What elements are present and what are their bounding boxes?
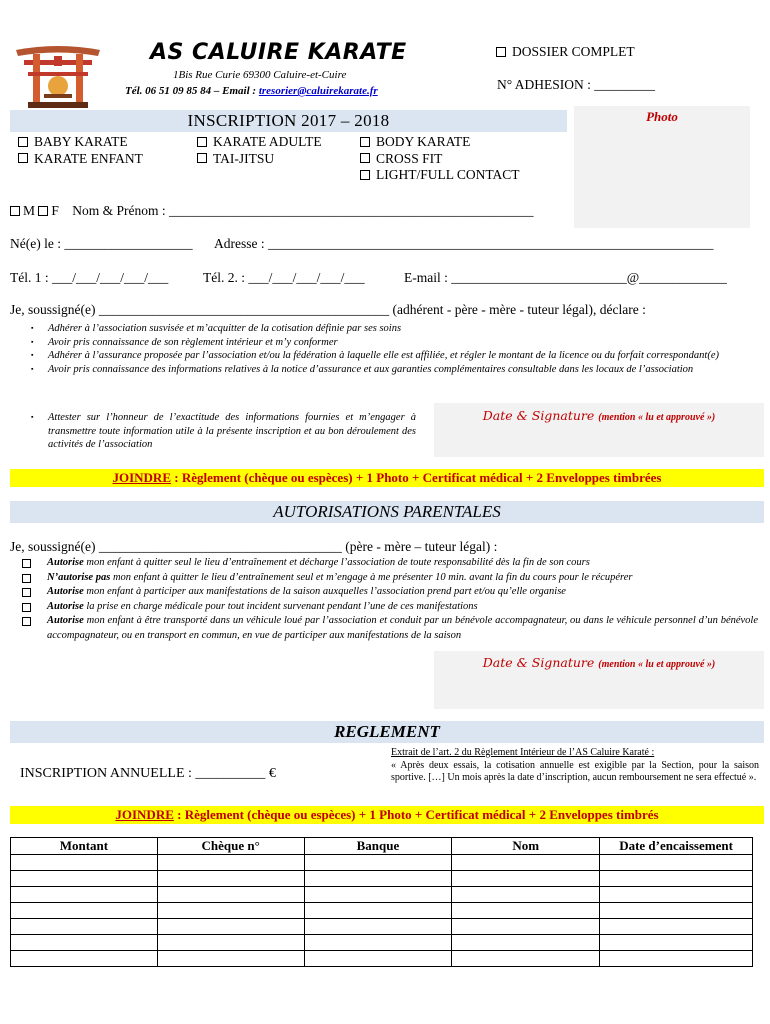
signature-heading: [434, 407, 764, 425]
gender-f-label: F: [51, 203, 59, 218]
date-signature-note: (mention « lu et approuvé »): [598, 412, 716, 423]
activity-label: CROSS FIT: [376, 150, 443, 166]
signature-heading: [434, 654, 764, 672]
autorisation-text: mon enfant à participer aux manifestations de la saison auxquelles l’association prend part et/ou qu’elle organise: [83, 586, 566, 597]
date-signature-label: Date & Signature: [482, 408, 595, 423]
identity-name-row: [10, 203, 534, 219]
autorisation-item[interactable]: [10, 585, 758, 600]
activities-col-1: [18, 134, 143, 167]
table-cell[interactable]: [600, 871, 753, 887]
table-row: [11, 903, 753, 919]
table-cell[interactable]: [304, 935, 452, 951]
autorisation-item[interactable]: [10, 556, 758, 571]
activity-label: BODY KARATE: [376, 134, 471, 149]
table-cell[interactable]: [600, 855, 753, 871]
table-cell[interactable]: [11, 951, 158, 967]
table-cell[interactable]: [304, 951, 452, 967]
activity-baby-karate[interactable]: [18, 134, 143, 151]
torii-gate-icon: [14, 42, 102, 110]
autorisations-title-band: [10, 501, 764, 523]
inscription-annuelle-field[interactable]: INSCRIPTION ANNUELLE : __________ €: [20, 766, 276, 781]
table-cell[interactable]: [157, 935, 304, 951]
signature-box-1[interactable]: [434, 403, 764, 457]
signature-box-2[interactable]: [434, 651, 764, 709]
autorisation-keyword: Autorise: [47, 600, 84, 612]
activity-label: LIGHT/FULL CONTACT: [376, 167, 520, 182]
joindre-band-2: [10, 806, 764, 824]
autorisation-item[interactable]: [10, 600, 758, 615]
declaration-item: ▪ Attester sur l’honneur de l’exactitude des informations fournies et m’engager à transmettre toute information utile à la présente inscription et au bon déroulement des activités de l’association: [28, 411, 416, 452]
autorisation-checkbox[interactable]: [22, 603, 31, 612]
autorisation-item[interactable]: [10, 614, 758, 643]
club-name: AS CALUIRE KARATE: [150, 40, 407, 65]
autorisation-text: mon enfant à être transporté dans un véhicule loué par l’association et conduit par un bénévole accompagnateur, ou dans le véhicule personnel d’un bénévole accompagnateur, ou en transport en commun, en vue de participer aux manifestations de la saison: [47, 615, 758, 641]
table-cell[interactable]: [157, 903, 304, 919]
table-cell[interactable]: [304, 855, 452, 871]
table-cell[interactable]: [452, 935, 600, 951]
table-row: [11, 919, 753, 935]
activity-tai-jitsu[interactable]: [197, 151, 322, 168]
table-cell[interactable]: [11, 855, 158, 871]
club-email-link[interactable]: tresorier@caluirekarate.fr: [258, 85, 378, 97]
declaration-item: ▪ Avoir pris connaissance des informations relatives à la notice d’assurance et aux garanties complémentaires consultable dans les locaux de l’association: [28, 363, 758, 377]
club-contact: [125, 85, 378, 97]
autorisation-text: la prise en charge médicale pour tout incident survenant pendant l’une de ces manifestations: [83, 600, 478, 612]
photo-label: Photo: [646, 109, 678, 124]
gender-m-label: M: [23, 203, 36, 218]
autorisation-checkbox[interactable]: [22, 574, 31, 583]
checkbox[interactable]: [18, 153, 28, 163]
table-row: [11, 855, 753, 871]
reglement-extract: [391, 747, 759, 785]
gender-m-checkbox[interactable]: [10, 206, 20, 216]
table-cell[interactable]: [600, 903, 753, 919]
column-header: Chèque n°: [157, 838, 304, 855]
table-cell[interactable]: [11, 919, 158, 935]
table-cell[interactable]: [11, 871, 158, 887]
table-cell[interactable]: [157, 919, 304, 935]
checkbox[interactable]: [197, 137, 207, 147]
autorisation-keyword: Autorise: [47, 586, 84, 597]
reglement-title-band: [10, 721, 764, 743]
table-cell[interactable]: [304, 871, 452, 887]
joindre-text-2: [10, 806, 764, 824]
table-cell[interactable]: [304, 919, 452, 935]
joindre-label: JOINDRE: [112, 470, 171, 485]
table-cell[interactable]: [452, 951, 600, 967]
autorisation-item[interactable]: [10, 571, 758, 586]
extract-text: « Après deux essais, la cotisation annuelle est exigible par la Section, pour la saison sportive. […] Un mois après la date d’inscription, aucun remboursement ne sera effectué ».: [391, 759, 759, 783]
table-row: [11, 935, 753, 951]
tel1-field[interactable]: Tél. 1 : ___/___/___/___/___: [10, 270, 169, 285]
autorisation-text: mon enfant à quitter seul le lieu d’entraînement et décharge l’association de toute responsabilité dès la fin de son cours: [83, 557, 590, 568]
table-cell[interactable]: [157, 887, 304, 903]
declaration-item: ▪ Avoir pris connaissance de son règlement intérieur et m’y conformer: [28, 336, 758, 350]
activities-col-2: [197, 134, 322, 167]
joindre-band-1: [10, 469, 764, 487]
payment-table: [10, 837, 753, 967]
autorisation-text: mon enfant à quitter le lieu d’entraînement seul et m’engage à me présenter 10 min. avant la fin du cours pour le récupérer: [110, 571, 633, 583]
payment-table-header: [11, 838, 753, 855]
activities-col-3: [360, 134, 520, 184]
table-cell[interactable]: [304, 903, 452, 919]
joindre-content: : Règlement (chèque ou espèces) + 1 Photo + Certificat médical + 2 Enveloppes timbrées: [171, 470, 662, 485]
inscription-title: INSCRIPTION 2017 – 2018: [187, 111, 390, 130]
dossier-complet[interactable]: [496, 44, 635, 60]
joindre-text-1: [10, 469, 764, 487]
checkbox[interactable]: [360, 137, 370, 147]
autorisations-intro: Je, soussigné(e) ____________________________________ (père - mère – tuteur légal) :: [10, 539, 498, 554]
table-cell[interactable]: [452, 919, 600, 935]
activity-karate-enfant[interactable]: [18, 151, 143, 168]
activity-label: TAI-JITSU: [213, 150, 275, 166]
autorisation-checkbox[interactable]: [22, 559, 31, 568]
address-field[interactable]: Adresse : __________________________________________________________________: [214, 236, 714, 251]
checkbox[interactable]: [18, 137, 28, 147]
table-row: [11, 951, 753, 967]
activity-karate-adulte[interactable]: [197, 134, 322, 151]
dossier-complet-label: DOSSIER COMPLET: [512, 44, 635, 59]
table-cell[interactable]: [600, 951, 753, 967]
table-cell[interactable]: [157, 855, 304, 871]
table-cell[interactable]: [452, 903, 600, 919]
declaration-list-last: [28, 411, 416, 452]
date-signature-label: Date & Signature: [482, 655, 595, 670]
table-cell[interactable]: [11, 887, 158, 903]
declaration-item: ▪ Adhérer à l’association susvisée et m’acquitter de la cotisation définie par ses soins: [28, 322, 758, 336]
autorisation-checkbox[interactable]: [22, 588, 31, 597]
autorisation-keyword: Autorise: [47, 557, 84, 568]
reglement-title: REGLEMENT: [334, 722, 440, 741]
activity-light-full-contact[interactable]: [360, 167, 520, 184]
declaration-item: ▪ Adhérer à l’assurance proposée par l’association et/ou la fédération à laquelle elle est affiliée, et régler le montant de la licence ou du forfait correspondant(e): [28, 349, 758, 363]
autorisations-title: AUTORISATIONS PARENTALES: [273, 502, 501, 521]
name-field[interactable]: Nom & Prénom : ______________________________________________________: [72, 203, 534, 218]
activity-cross-fit[interactable]: [360, 151, 520, 168]
tel2-field[interactable]: Tél. 2. : ___/___/___/___/___: [203, 270, 365, 285]
activity-label: KARATE ADULTE: [213, 134, 322, 149]
adhesion-number[interactable]: N° ADHESION : _________: [497, 77, 656, 92]
table-cell[interactable]: [304, 887, 452, 903]
joindre-label: JOINDRE: [115, 807, 174, 822]
declaration-intro: Je, soussigné(e) ___________________________________________ (adhérent - père - mère - tuteur légal), déclare :: [10, 302, 646, 317]
table-cell[interactable]: [452, 887, 600, 903]
autorisations-list: [10, 556, 758, 643]
photo-box: [574, 106, 750, 228]
table-cell[interactable]: [452, 855, 600, 871]
email-field[interactable]: E-mail : __________________________@_____________: [404, 270, 727, 285]
dossier-complet-checkbox[interactable]: [496, 47, 506, 57]
table-cell[interactable]: [157, 951, 304, 967]
column-header: Banque: [304, 838, 452, 855]
club-phone: Tél. 06 51 09 85 84 – Email :: [125, 85, 259, 97]
autorisation-checkbox[interactable]: [22, 617, 31, 626]
activity-label: BABY KARATE: [34, 134, 128, 149]
club-address: 1Bis Rue Curie 69300 Caluire-et-Cuire: [173, 69, 347, 81]
table-cell[interactable]: [11, 935, 158, 951]
table-cell[interactable]: [600, 935, 753, 951]
gender-f-checkbox[interactable]: [38, 206, 48, 216]
table-row: [11, 887, 753, 903]
table-row: [11, 871, 753, 887]
column-header: Date d’encaissement: [600, 838, 753, 855]
table-cell[interactable]: [600, 887, 753, 903]
activity-body-karate[interactable]: [360, 134, 520, 151]
joindre-content: : Règlement (chèque ou espèces) + 1 Photo + Certificat médical + 2 Enveloppes timbrés: [173, 807, 659, 822]
table-cell[interactable]: [600, 919, 753, 935]
column-header: Nom: [452, 838, 600, 855]
checkbox[interactable]: [360, 153, 370, 163]
table-cell[interactable]: [157, 871, 304, 887]
autorisation-keyword: Autorise: [47, 615, 84, 626]
table-cell[interactable]: [452, 871, 600, 887]
checkbox[interactable]: [360, 170, 370, 180]
activity-label: KARATE ENFANT: [34, 150, 143, 166]
column-header: Montant: [11, 838, 158, 855]
inscription-title-band: [10, 110, 567, 132]
birth-date-field[interactable]: Né(e) le : ___________________: [10, 236, 193, 251]
declaration-list: [28, 322, 758, 376]
club-logo: [14, 42, 102, 110]
autorisation-keyword: N’autorise pas: [47, 571, 111, 583]
table-cell[interactable]: [11, 903, 158, 919]
checkbox[interactable]: [197, 153, 207, 163]
date-signature-note: (mention « lu et approuvé »): [598, 659, 716, 670]
extract-title: Extrait de l’art. 2 du Règlement Intérieur de l’AS Caluire Karaté :: [391, 747, 655, 758]
